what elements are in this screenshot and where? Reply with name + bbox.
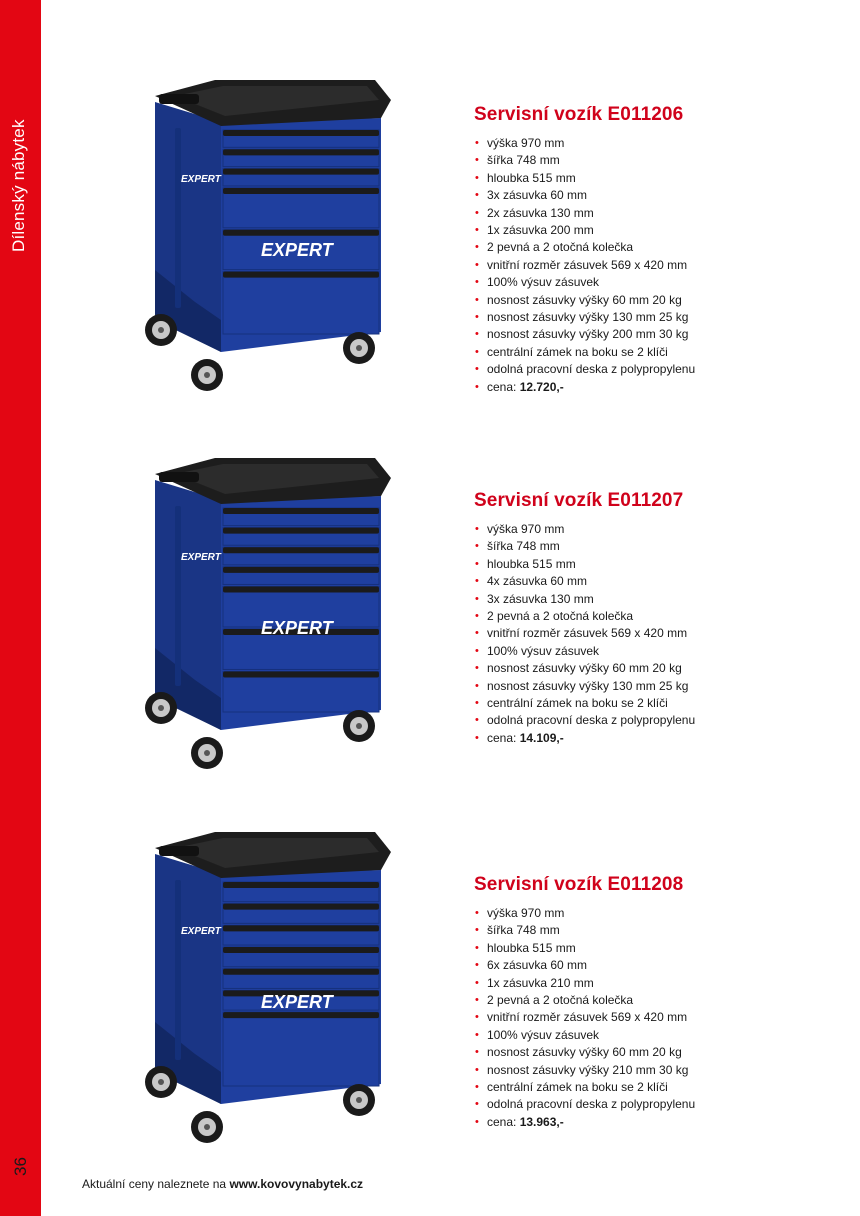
drawer (223, 904, 379, 924)
wheel (343, 332, 375, 364)
spec-item: • nosnost zásuvky výšky 60 mm 20 kg (474, 660, 695, 677)
drawer (223, 947, 379, 967)
drawer (223, 508, 379, 526)
drawer (223, 188, 379, 228)
drawer (223, 1012, 379, 1086)
drawer (223, 925, 379, 945)
spec-item: • 6x zásuvka 60 mm (474, 957, 695, 974)
spec-item: • 2 pevná a 2 otočná kolečka (474, 239, 695, 256)
spec-item: • výška 970 mm (474, 135, 695, 152)
spec-item: • 100% výsuv zásuvek (474, 643, 695, 660)
tool-cart-image (135, 70, 405, 410)
wheel (145, 692, 177, 724)
spec-item: • 100% výsuv zásuvek (474, 1027, 695, 1044)
spec-item: • nosnost zásuvky výšky 210 mm 30 kg (474, 1062, 695, 1079)
spec-item: • 2x zásuvka 130 mm (474, 205, 695, 222)
expert-logo: EXPERT (261, 240, 333, 260)
spec-item: • centrální zámek na boku se 2 klíči (474, 344, 695, 361)
spec-item: • nosnost zásuvky výšky 60 mm 20 kg (474, 292, 695, 309)
price-label: cena: (487, 1114, 517, 1129)
drawer (223, 567, 379, 585)
spec-item: • hloubka 515 mm (474, 940, 695, 957)
drawer (223, 671, 379, 712)
spec-item: • hloubka 515 mm (474, 556, 695, 573)
spec-item: • 3x zásuvka 130 mm (474, 591, 695, 608)
spec-item: • centrální zámek na boku se 2 klíči (474, 1079, 695, 1096)
spec-item: • 1x zásuvka 210 mm (474, 975, 695, 992)
wheel (343, 1084, 375, 1116)
expert-logo-side: EXPERT (181, 174, 221, 185)
spec-item: • vnitřní rozměr zásuvek 569 x 420 mm (474, 625, 695, 642)
product-title: Servisní vozík E011206 (474, 104, 684, 125)
drawer (223, 528, 379, 546)
spec-item: • 100% výsuv zásuvek (474, 274, 695, 291)
spec-list (474, 135, 695, 396)
wheel (191, 359, 223, 391)
product-info (474, 490, 695, 747)
spec-item: • 2 pevná a 2 otočná kolečka (474, 992, 695, 1009)
product-info (474, 104, 695, 396)
spec-list (474, 521, 695, 747)
drawer (223, 969, 379, 989)
expert-logo-side: EXPERT (181, 552, 221, 563)
wheel (191, 737, 223, 769)
spec-item: • výška 970 mm (474, 521, 695, 538)
footer (82, 1177, 363, 1191)
wheel (343, 710, 375, 742)
page-number: 36 (11, 1157, 30, 1176)
drawer (223, 882, 379, 902)
spec-item: • hloubka 515 mm (474, 170, 695, 187)
footer-text: Aktuální ceny naleznete na (82, 1177, 227, 1191)
price-value: 12.720,- (519, 379, 564, 394)
spec-item: • odolná pracovní deska z polypropylenu (474, 361, 695, 378)
spec-list (474, 905, 695, 1131)
spec-item: • nosnost zásuvky výšky 130 mm 25 kg (474, 309, 695, 326)
spec-item: • šířka 748 mm (474, 922, 695, 939)
spec-item: • šířka 748 mm (474, 538, 695, 555)
expert-logo-side: EXPERT (181, 926, 221, 937)
tool-cart-image (135, 822, 405, 1162)
spec-item: • nosnost zásuvky výšky 130 mm 25 kg (474, 678, 695, 695)
website-link[interactable]: www.kovovynabytek.cz (229, 1177, 364, 1191)
drawer (223, 272, 379, 334)
price-item (474, 730, 695, 747)
tool-cart-image (135, 448, 405, 788)
price-item (474, 379, 695, 396)
spec-item: • šířka 748 mm (474, 152, 695, 169)
spec-item: • 1x zásuvka 200 mm (474, 222, 695, 239)
product-title: Servisní vozík E011207 (474, 490, 684, 511)
drawer (223, 547, 379, 565)
spec-item: • 3x zásuvka 60 mm (474, 187, 695, 204)
wheel (191, 1111, 223, 1143)
spec-item: • 4x zásuvka 60 mm (474, 573, 695, 590)
spec-item: • vnitřní rozměr zásuvek 569 x 420 mm (474, 257, 695, 274)
drawer (223, 130, 379, 147)
drawer (223, 169, 379, 186)
price-item (474, 1114, 695, 1131)
price-value: 13.963,- (519, 1114, 564, 1129)
product-title: Servisní vozík E011208 (474, 874, 684, 895)
price-label: cena: (487, 379, 517, 394)
product-info (474, 874, 695, 1131)
spec-item: • odolná pracovní deska z polypropylenu (474, 712, 695, 729)
price-value: 14.109,- (519, 730, 564, 745)
spec-item: • nosnost zásuvky výšky 60 mm 20 kg (474, 1044, 695, 1061)
spec-item: • nosnost zásuvky výšky 200 mm 30 kg (474, 326, 695, 343)
wheel (145, 1066, 177, 1098)
spec-item: • výška 970 mm (474, 905, 695, 922)
expert-logo: EXPERT (261, 618, 333, 638)
spec-item: • centrální zámek na boku se 2 klíči (474, 695, 695, 712)
price-label: cena: (487, 730, 517, 745)
spec-item: • odolná pracovní deska z polypropylenu (474, 1096, 695, 1113)
spec-item: • vnitřní rozměr zásuvek 569 x 420 mm (474, 1009, 695, 1026)
wheel (145, 314, 177, 346)
expert-logo: EXPERT (261, 992, 333, 1012)
section-title: Dílenský nábytek (9, 119, 28, 252)
drawer (223, 149, 379, 166)
spec-item: • 2 pevná a 2 otočná kolečka (474, 608, 695, 625)
